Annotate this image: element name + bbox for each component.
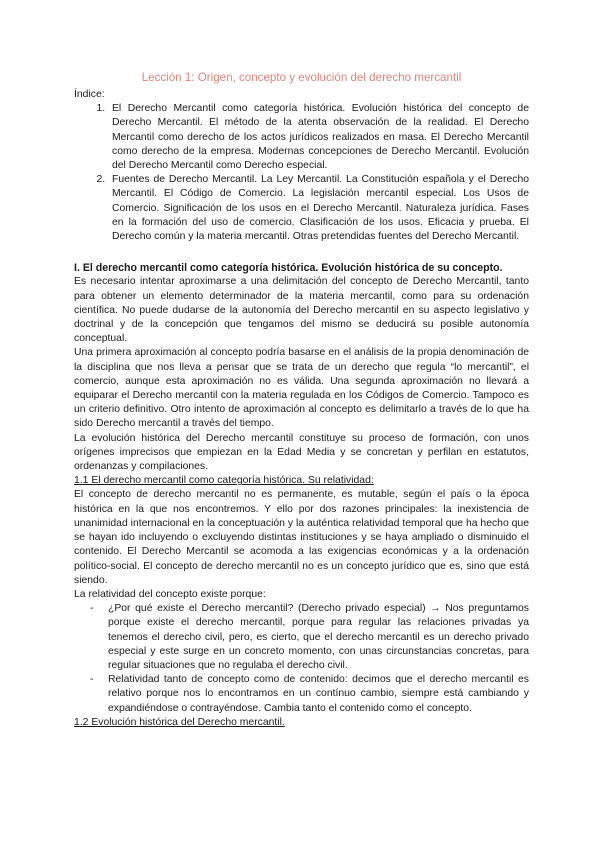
index-list — [74, 102, 529, 244]
subsection-heading: 1.2 Evolución histórica del Derecho mercantil. — [74, 716, 285, 728]
lesson-title: Lección 1: Origen, concepto y evolución del derecho mercantil — [141, 71, 462, 84]
index-item: 1. El Derecho Mercantil como categoría histórica. Evolución histórica del concepto de Derecho Mercantil. El método de la atenta observación de la realidad. El Derecho Mercantil como derecho de los actos jurídicos realizados en masa. El Derecho Mercantil como derecho de la empresa. Modernas concepciones de Derecho Mercantil. Evolución del Derecho Mercantil como Derecho especial. — [108, 102, 529, 173]
body-paragraph: El concepto de derecho mercantil no es permanente, es mutable, según el país o la época histórica en la que nos encontremos. Y ello por dos razones principales: la inexistencia de unanimidad internacional en la conceptuación y la auténtica relatividad temporal que ha hecho que se hayan ido incluyendo o excluyendo distintas instituciones y se haya ampliado o disminuido el contenido. El Derecho Mercantil se acomoda a las exigencias económicas y a la ordenación político-social. El concepto de derecho mercantil no es un concepto jurídico que es, sino que está siendo. — [74, 489, 529, 586]
dash-item-text: Relatividad tanto de concepto como de contenido: decimos que el derecho mercantil es relativo porque nos lo encontramos en un contínuo cambio, siempre está cambiando y expandiéndose o contrayéndose. Cambia tanto el contenido como el concepto. — [108, 674, 529, 714]
dash-item-text: ¿Por qué existe el Derecho mercantil? (Derecho privado especial) → Nos preguntamos porque existe el derecho mercantil, porque para regular las relaciones privadas ya tenemos el derecho civil, pero, es cierto, que el derecho mercantil es un derecho privado especial y este surge en un concreto momento, con unas circunstancias concretas, para regular situaciones que no regulaba el derecho civil. — [108, 603, 529, 671]
subsection-heading: 1.1 El derecho mercantil como categoría histórica. Su relatividad: — [74, 475, 374, 487]
list-lead: La relatividad del concepto existe porque: — [74, 588, 266, 600]
index-label: Índice: — [74, 89, 105, 100]
body-paragraph: La evolución histórica del Derecho mercantil constituye su proceso de formación, con unos orígenes imprecisos que empiezan en la Edad Media y se concretan y perfilan en estatutos, ordenanzas y compilaciones. — [74, 432, 529, 473]
dash-bullet: - — [90, 674, 94, 686]
body-paragraph: Es necesario intentar aproximarse a una delimitación del concepto de Derecho Mercantil, tanto para obtener un elemento determinador de la materia mercantil, como para su ordenación científica. No puede dudarse de la autonomía del Derecho mercantil en su aspecto legislativo y doctrinal y de la concepción que tengamos del mismo se deducirá su posible autonomía conceptual. — [74, 276, 529, 345]
dash-list-item — [90, 602, 529, 673]
section-heading: I. El derecho mercantil como categoría histórica. Evolución histórica de su concepto. — [74, 262, 503, 275]
dash-list-item — [90, 673, 529, 716]
dash-bullet: - — [90, 603, 94, 615]
body-paragraph: Una primera aproximación al concepto podría basarse en el análisis de la propia denominación de la disciplina que nos lleva a pensar que se trata de un derecho que regula “lo mercantil”, el comercio, aunque esta aproximación no es válida. Una segunda aproximación no llevará a equiparar el Derecho mercantil con la materia regulada en los Códigos de Comercio. Tampoco es un criterio definitivo. Otro intento de aproximación al concepto es delimitarlo a través de lo que ha sido Derecho mercantil a través del tiempo. — [74, 347, 529, 430]
index-item: 2. Fuentes de Derecho Mercantil. La Ley Mercantil. La Constitución española y el Derecho Mercantil. El Código de Comercio. La legislación mercantil especial. Los Usos de Comercio. Significación de los usos en el Derecho Mercantil. Naturaleza jurídica. Fases en la formación del uso de comercio. Clasificación de los usos. Eficacia y prueba. El Derecho común y la materia mercantil. Otras pretendidas fuentes del Derecho Mercantil. — [108, 173, 529, 244]
dash-list — [74, 602, 529, 716]
